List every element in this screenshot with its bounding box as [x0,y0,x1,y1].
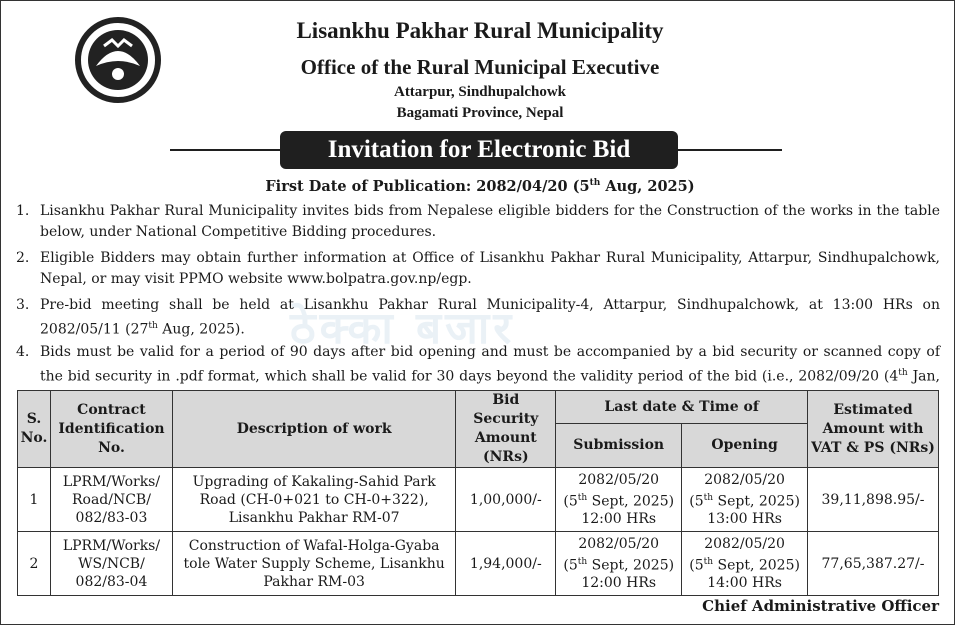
notice-title: Invitation for Electronic Bid [280,131,678,169]
paragraph-text: Pre-bid meeting shall be held at Lisankhu Pakhar Rural Municipality-4, Attarpur, Sindhupalchowk, at 13:00 HRs on 2082/05/11 (27th Aug, 2025). [40,297,940,338]
municipality-logo [74,16,162,104]
paragraph-1 [16,201,940,243]
paragraph-3 [16,295,940,341]
cell-contract-id: LPRM/Works/ Road/NCB/ 082/83-03 [50,468,172,532]
table-row [18,468,939,532]
table-row [18,532,939,596]
paragraph-text: Eligible Bidders may obtain further information at Office of Lisankhu Pakhar Rural Municipality, Attarpur, Sindhupalchowk, Nepal, or may visit PPMO website www.bolpatra.gov.np/egp. [40,250,940,287]
paragraph-2 [16,248,940,290]
publication-date: First Date of Publication: 2082/04/20 (5th Aug, 2025) [265,178,695,195]
paragraph-text: Bids must be valid for a period of 90 days after bid opening and must be accompanied by a bid security or scanned copy of the bid security in .pdf format, which shall be valid for 30 days beyond the validity period of the bid (i.e., 2082/09/20 (4th Jan, [40,344,940,385]
municipality-name: Lisankhu Pakhar Rural Municipality [296,18,664,43]
header-bid-security: Bid Security Amount (NRs) [456,391,556,468]
cell-description: Construction of Wafal-Holga-Gyaba tole Water Supply Scheme, Lisankhu Pakhar RM-03 [172,532,455,596]
header-estimated: Estimated Amount with VAT & PS (NRs) [808,391,939,468]
bid-table [17,390,939,596]
cell-opening: 2082/05/20 (5th Sept, 2025) 13:00 HRs [682,468,808,532]
address-line-2: Bagamati Province, Nepal [396,105,564,121]
cell-submission: 2082/05/20 (5th Sept, 2025) 12:00 HRs [556,532,682,596]
cell-description: Upgrading of Kakaling-Sahid Park Road (CH-0+021 to CH-0+322), Lisankhu Pakhar RM-07 [172,468,455,532]
address-line-1: Attarpur, Sindhupalchowk [393,84,566,100]
signoff: Chief Administrative Officer [702,597,939,615]
header-description: Description of work [172,391,455,468]
cell-bid-security: 1,00,000/- [456,468,556,532]
header-contract-id: Contract Identification No. [50,391,172,468]
cell-sno: 1 [18,468,51,532]
paragraph-number: 1. [16,203,30,219]
watermark: ठेक्का बजार [290,303,516,354]
cell-sno: 2 [18,532,51,596]
cell-contract-id: LPRM/Works/ WS/NCB/ 082/83-04 [50,532,172,596]
cell-opening: 2082/05/20 (5th Sept, 2025) 14:00 HRs [682,532,808,596]
paragraph-number: 3. [16,297,30,313]
header-opening: Opening [682,424,808,468]
cell-estimated: 39,11,898.95/- [808,468,939,532]
office-name: Office of the Rural Municipal Executive [300,55,660,79]
header-last-date: Last date & Time of [556,391,808,424]
paragraph-text: Lisankhu Pakhar Rural Municipality invites bids from Nepalese eligible bidders for the Construction of the works in the table below, under National Competitive Bidding procedures. [40,203,940,240]
header-sno: S. No. [18,391,51,468]
paragraph-number: 2. [16,250,30,266]
cell-submission: 2082/05/20 (5th Sept, 2025) 12:00 HRs [556,468,682,532]
header-submission: Submission [556,424,682,468]
cell-estimated: 77,65,387.27/- [808,532,939,596]
paragraph-number: 4. [16,344,30,360]
cell-bid-security: 1,94,000/- [456,532,556,596]
